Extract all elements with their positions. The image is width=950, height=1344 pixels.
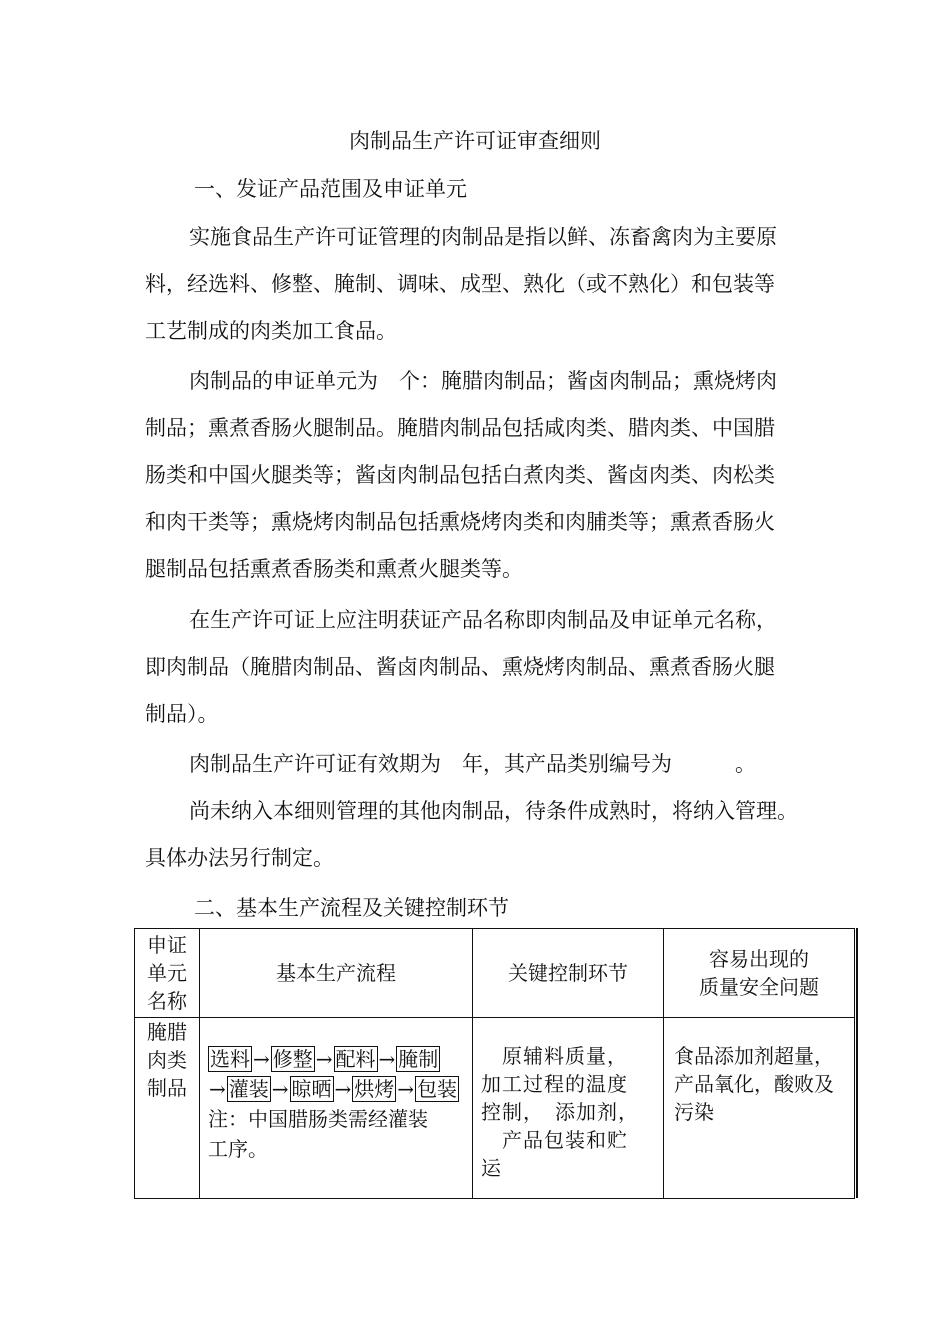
quality-risk-line: 污染 — [674, 1100, 714, 1124]
key-control-line: 产品包装和贮 — [481, 1128, 628, 1152]
p1-line: 实施食品生产许可证管理的肉制品是指以鲜、冻畜禽肉为主要原 — [189, 225, 777, 249]
p2-line: 腿制品包括熏煮香肠类和熏煮火腿类等。 — [145, 557, 523, 581]
section-2-heading: 二、基本生产流程及关键控制环节 — [194, 896, 509, 920]
p2-line: 肠类和中国火腿类等；酱卤肉制品包括白煮肉类、酱卤肉类、肉松类 — [145, 463, 775, 487]
key-control-line: 控制， 添加剂， — [481, 1100, 639, 1124]
arrow-right-icon: → — [253, 1047, 270, 1071]
p1-line: 料，经选料、修整、腌制、调味、成型、熟化（或不熟化）和包装等 — [145, 272, 775, 296]
table-outer-border — [856, 928, 858, 1198]
quality-risk-line: 产品氧化，酸败及 — [674, 1072, 834, 1096]
header-key-control: 关键控制环节 — [473, 929, 664, 1018]
arrow-right-icon: → — [378, 1047, 396, 1071]
table-row — [135, 1018, 855, 1199]
flow-step-box: 烘烤 — [354, 1077, 395, 1101]
header-process-flow: 基本生产流程 — [200, 929, 473, 1018]
flow-step-box: 包装 — [417, 1077, 458, 1101]
quality-risk-text — [664, 1018, 854, 1126]
flow-step-box: 修整 — [272, 1047, 313, 1071]
table-header-row — [135, 929, 855, 1018]
p3-line: 即肉制品（腌腊肉制品、酱卤肉制品、熏烧烤肉制品、熏煮香肠火腿 — [145, 655, 775, 679]
row-unit-name-line: 肉类 — [147, 1048, 187, 1072]
header-risk-line: 容易出现的 — [709, 947, 809, 971]
p3-line: 在生产许可证上应注明获证产品名称即肉制品及申证单元名称， — [189, 608, 777, 632]
p5-line: 尚未纳入本细则管理的其他肉制品，待条件成熟时，将纳入管理。 — [189, 799, 798, 823]
flow-step-box: 灌装 — [228, 1077, 269, 1101]
flow-step-box: 腌制 — [398, 1047, 439, 1071]
quality-risk-line: 食品添加剂超量， — [674, 1044, 834, 1068]
paragraph-validity — [145, 741, 815, 788]
arrow-right-icon: → — [209, 1077, 226, 1101]
arrow-right-icon: → — [397, 1077, 415, 1101]
header-unit-name-line: 单元 — [147, 961, 187, 985]
paragraph-license-naming — [145, 597, 815, 738]
arrow-right-icon: → — [315, 1047, 333, 1071]
p2-line: 肉制品的申证单元为 个：腌腊肉制品；酱卤肉制品；熏烧烤肉 — [189, 369, 777, 393]
key-control-line: 运 — [481, 1156, 502, 1180]
flow-note-line: 注：中国腊肠类需经灌装 — [208, 1107, 428, 1131]
arrow-right-icon: → — [334, 1077, 352, 1101]
flow-note-line: 工序。 — [208, 1137, 268, 1161]
header-unit-name-line: 名称 — [147, 989, 187, 1013]
p2-line: 制品；熏煮香肠火腿制品。腌腊肉制品包括咸肉类、腊肉类、中国腊 — [145, 416, 775, 440]
arrow-right-icon: → — [271, 1077, 289, 1101]
key-control-line: 原辅料质量， — [481, 1044, 628, 1068]
p3-line: 制品）。 — [145, 702, 219, 726]
row-unit-name-line: 制品 — [147, 1076, 187, 1100]
header-unit-name — [135, 929, 200, 1018]
row-unit-name-line: 腌腊 — [147, 1020, 187, 1044]
row-process-flow — [200, 1018, 473, 1199]
key-control-line: 加工过程的温度 — [481, 1072, 628, 1096]
row-quality-risks — [664, 1018, 855, 1199]
paragraph-other-products — [145, 788, 815, 882]
row-key-control — [473, 1018, 664, 1199]
row-unit-name — [135, 1018, 200, 1199]
flow-step-box: 选料 — [210, 1047, 250, 1071]
p5-line: 具体办法另行制定。 — [145, 846, 334, 870]
paragraph-scope — [145, 214, 815, 355]
p2-line: 和肉干类等；熏烧烤肉制品包括熏烧烤肉类和肉脯类等；熏煮香肠火 — [145, 510, 775, 534]
flow-step-box: 配料 — [335, 1047, 376, 1071]
key-control-text — [473, 1018, 663, 1182]
flow-note — [208, 1104, 472, 1164]
flow-diagram — [200, 1018, 472, 1164]
header-unit-name-line: 申证 — [147, 933, 187, 957]
process-control-table — [134, 928, 855, 1199]
paragraph-units — [145, 358, 815, 593]
header-quality-risks — [664, 929, 855, 1018]
p4-line: 肉制品生产许可证有效期为 年，其产品类别编号为 。 — [189, 752, 756, 776]
p1-line: 工艺制成的肉类加工食品。 — [145, 319, 397, 343]
document-title: 肉制品生产许可证审查细则 — [349, 129, 601, 153]
section-1-heading: 一、发证产品范围及申证单元 — [194, 177, 467, 201]
header-risk-line: 质量安全问题 — [699, 975, 819, 999]
flow-step-box: 晾晒 — [291, 1077, 332, 1101]
